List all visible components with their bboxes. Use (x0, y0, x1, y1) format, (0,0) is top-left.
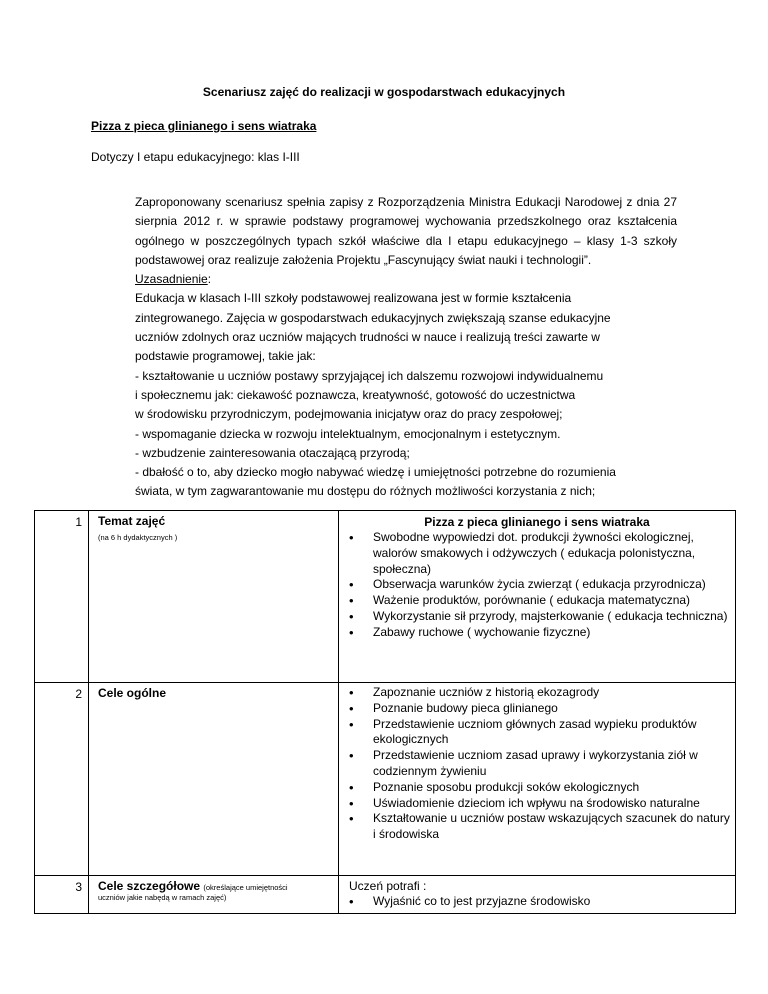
justification-heading-line (135, 270, 677, 289)
intro-line: podstawie programowej, takie jak: (135, 349, 316, 364)
list-item: • Poznanie budowy pieca glinianego (373, 701, 731, 717)
row-content (339, 876, 736, 914)
list-item: • Zabawy ruchowe ( wychowanie fizyczne) (373, 625, 731, 641)
intro-line: Edukacja w klasach I-III szkoły podstawowej realizowana jest w formie kształcenia (135, 291, 572, 306)
list-item: • Poznanie sposobu produkcji soków ekologicznych (373, 780, 731, 796)
list-item: • Obserwacja warunków życia zwierząt ( edukacja przyrodnicza) (373, 577, 731, 593)
intro-line: - wzbudzenie zainteresowania otaczającą przyrodą; (135, 445, 410, 460)
table-row-specific-goals (35, 876, 736, 914)
specific-goals-bullet-list (343, 894, 731, 910)
intro-line: - kształtowanie u uczniów postawy sprzyjającej ich dalszemu rozwojowi indywidualnemu (135, 368, 604, 383)
education-stage: Dotyczy I etapu edukacyjnego: klas I-III (91, 150, 300, 164)
list-item: • Wykorzystanie sił przyrody, majsterkowanie ( edukacja techniczna) (373, 609, 731, 625)
row-number: 1 (35, 511, 89, 683)
goals-bullet-list (343, 685, 731, 843)
row-label-cell (89, 683, 339, 876)
list-item: • Uświadomienie dzieciom ich wpływu na środowisko naturalne (373, 796, 731, 812)
list-item: • Zapoznanie uczniów z historią ekozagrody (373, 685, 731, 701)
row-number: 2 (35, 683, 89, 876)
intro-section (135, 193, 677, 502)
intro-line: zintegrowanego. Zajęcia w gospodarstwach edukacyjnych zwiększają szanse edukacyjne (135, 310, 611, 325)
topic-bullet-list (343, 530, 731, 641)
row-label: Temat zajęć (98, 514, 166, 528)
table-row-topic (35, 511, 736, 683)
list-item: • Swobodne wypowiedzi dot. produkcji żywności ekologicznej, walorów smakowych i odżywczych ( edukacja polonistyczna, społeczna) (373, 530, 731, 577)
intro-line: i społecznemu jak: ciekawość poznawcza, kreatywność, gotowość do uczestnictwa (135, 387, 576, 402)
list-item: • Wyjaśnić co to jest przyjazne środowisko (373, 894, 731, 910)
specific-goals-intro: Uczeń potrafi : (349, 879, 427, 893)
row-content (339, 511, 736, 683)
topic-title: Pizza z pieca glinianego i sens wiatraka (424, 515, 650, 529)
row-label-note-continued: uczniów jakie nabędą w ramach zajęć) (98, 893, 227, 902)
row-label-cell (89, 511, 339, 683)
list-item: • Przedstawienie uczniom zasad uprawy i wykorzystania ziół w codziennym żywieniu (373, 748, 731, 780)
row-label: Cele ogólne (98, 686, 167, 700)
row-label-note: (określające umiejętności (203, 883, 288, 892)
intro-line: - dbałość o to, aby dziecko mogło nabywać wiedzę i umiejętności potrzebne do rozumienia (135, 465, 616, 480)
row-label-cell (89, 876, 339, 914)
row-label-note: (na 6 h dydaktycznych ) (98, 533, 178, 542)
document-subtitle: Pizza z pieca glinianego i sens wiatraka (91, 119, 317, 133)
list-item: • Ważenie produktów, porównanie ( edukacja matematyczna) (373, 593, 731, 609)
row-label: Cele szczegółowe (98, 879, 201, 893)
document-title: Scenariusz zajęć do realizacji w gospodarstwach edukacyjnych (202, 85, 566, 99)
justification-heading: Uzasadnienie (135, 272, 208, 287)
intro-line: w środowisku przyrodniczym, podejmowania inicjatyw oraz do pracy zespołowej; (135, 407, 563, 422)
list-item: • Przedstawienie uczniom głównych zasad wypieku produktów ekologicznych (373, 717, 731, 749)
intro-paragraph: Zaproponowany scenariusz spełnia zapisy z Rozporządzenia Ministra Edukacji Narodowej z dnia 27 sierpnia 2012 r. w sprawie podstawy programowej wychowania przedszkolnego oraz kształcenia ogólnego w poszczególnych typach szkół właściwe dla I etapu edukacyjnego – klasy 1-3 szkoły podstawowej oraz realizuje założenia Projektu „Fascynujący świat nauki i technologii”. (135, 195, 677, 267)
table-row-general-goals (35, 683, 736, 876)
list-item: • Kształtowanie u uczniów postaw wskazujących szacunek do natury i środowiska (373, 811, 731, 843)
scenario-table (34, 510, 736, 914)
intro-line: świata, w tym zagwarantowanie mu dostępu do różnych możliwości korzystania z nich; (135, 484, 596, 499)
justification-colon: : (207, 272, 212, 287)
intro-line: uczniów zdolnych oraz uczniów mających trudności w nauce i realizują treści zawarte w (135, 330, 600, 345)
row-label-line (98, 879, 338, 893)
row-number: 3 (35, 876, 89, 914)
intro-line: - wspomaganie dziecka w rozwoju intelektualnym, emocjonalnym i estetycznym. (135, 426, 561, 441)
row-content (339, 683, 736, 876)
